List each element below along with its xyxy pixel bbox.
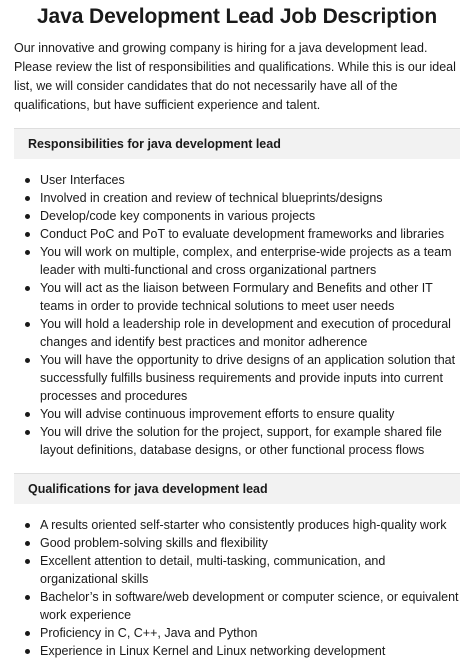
list-item [14, 279, 460, 315]
responsibilities-list [14, 171, 460, 459]
list-item-text: Develop/code key components in various projects [40, 209, 316, 223]
list-item-text: Proficiency in C, C++, Java and Python [40, 626, 258, 640]
bullet-icon [25, 196, 30, 201]
bullet-icon [25, 250, 30, 255]
list-item [14, 642, 460, 660]
bullet-icon [25, 178, 30, 183]
list-item [14, 225, 460, 243]
bullet-icon [25, 286, 30, 291]
bullet-icon [25, 430, 30, 435]
list-item [14, 315, 460, 351]
list-item-text: Experience in Linux Kernel and Linux networking development [40, 644, 386, 658]
list-item [14, 534, 460, 552]
list-item [14, 624, 460, 642]
list-item [14, 423, 460, 459]
qualifications-list [14, 516, 460, 660]
bullet-icon [25, 523, 30, 528]
list-item [14, 243, 460, 279]
list-item [14, 351, 460, 405]
responsibilities-heading: Responsibilities for java development lead [14, 128, 460, 159]
bullet-icon [25, 541, 30, 546]
list-item-text: Conduct PoC and PoT to evaluate development frameworks and libraries [40, 227, 445, 241]
bullet-icon [25, 358, 30, 363]
list-item [14, 207, 460, 225]
bullet-icon [25, 412, 30, 417]
list-item-text: You will work on multiple, complex, and enterprise-wide projects as a team leader with multi-functional and cross organizational partners [40, 245, 452, 277]
list-item-text: You will drive the solution for the project, support, for example shared file layout definitions, database designs, or other functional process flows [40, 425, 442, 457]
bullet-icon [25, 595, 30, 600]
list-item-text: You will hold a leadership role in development and execution of procedural changes and identify best practices and monitor adherence [40, 317, 451, 349]
bullet-icon [25, 322, 30, 327]
intro-paragraph: Our innovative and growing company is hiring for a java development lead. Please review the list of responsibilities and qualifications. While this is our ideal list, we will consider candidates that do not necessarily have all of the qualifications, but have sufficient experience and talent. [14, 41, 456, 112]
list-item-text: Involved in creation and review of technical blueprints/designs [40, 191, 383, 205]
list-item [14, 552, 460, 588]
list-item [14, 405, 460, 423]
list-item [14, 588, 460, 624]
list-item-text: Bachelor’s in software/web development or computer science, or equivalent work experience [40, 590, 459, 622]
list-item-text: User Interfaces [40, 173, 125, 187]
list-item-text: A results oriented self-starter who consistently produces high-quality work [40, 518, 447, 532]
list-item-text: You will have the opportunity to drive designs of an application solution that successfully fulfills business requirements and provide inputs into current processes and procedures [40, 353, 456, 403]
list-item-text: Good problem-solving skills and flexibility [40, 536, 268, 550]
bullet-icon [25, 232, 30, 237]
qualifications-heading: Qualifications for java development lead [14, 473, 460, 504]
bullet-icon [25, 649, 30, 654]
bullet-icon [25, 559, 30, 564]
list-item [14, 516, 460, 534]
list-item [14, 171, 460, 189]
list-item-text: You will act as the liaison between Formulary and Benefits and other IT teams in order to provide technical solutions to meet user needs [40, 281, 433, 313]
bullet-icon [25, 631, 30, 636]
page-title: Java Development Lead Job Description [36, 5, 438, 28]
list-item [14, 189, 460, 207]
bullet-icon [25, 214, 30, 219]
list-item-text: Excellent attention to detail, multi-tasking, communication, and organizational skills [40, 554, 386, 586]
list-item-text: You will advise continuous improvement efforts to ensure quality [40, 407, 395, 421]
